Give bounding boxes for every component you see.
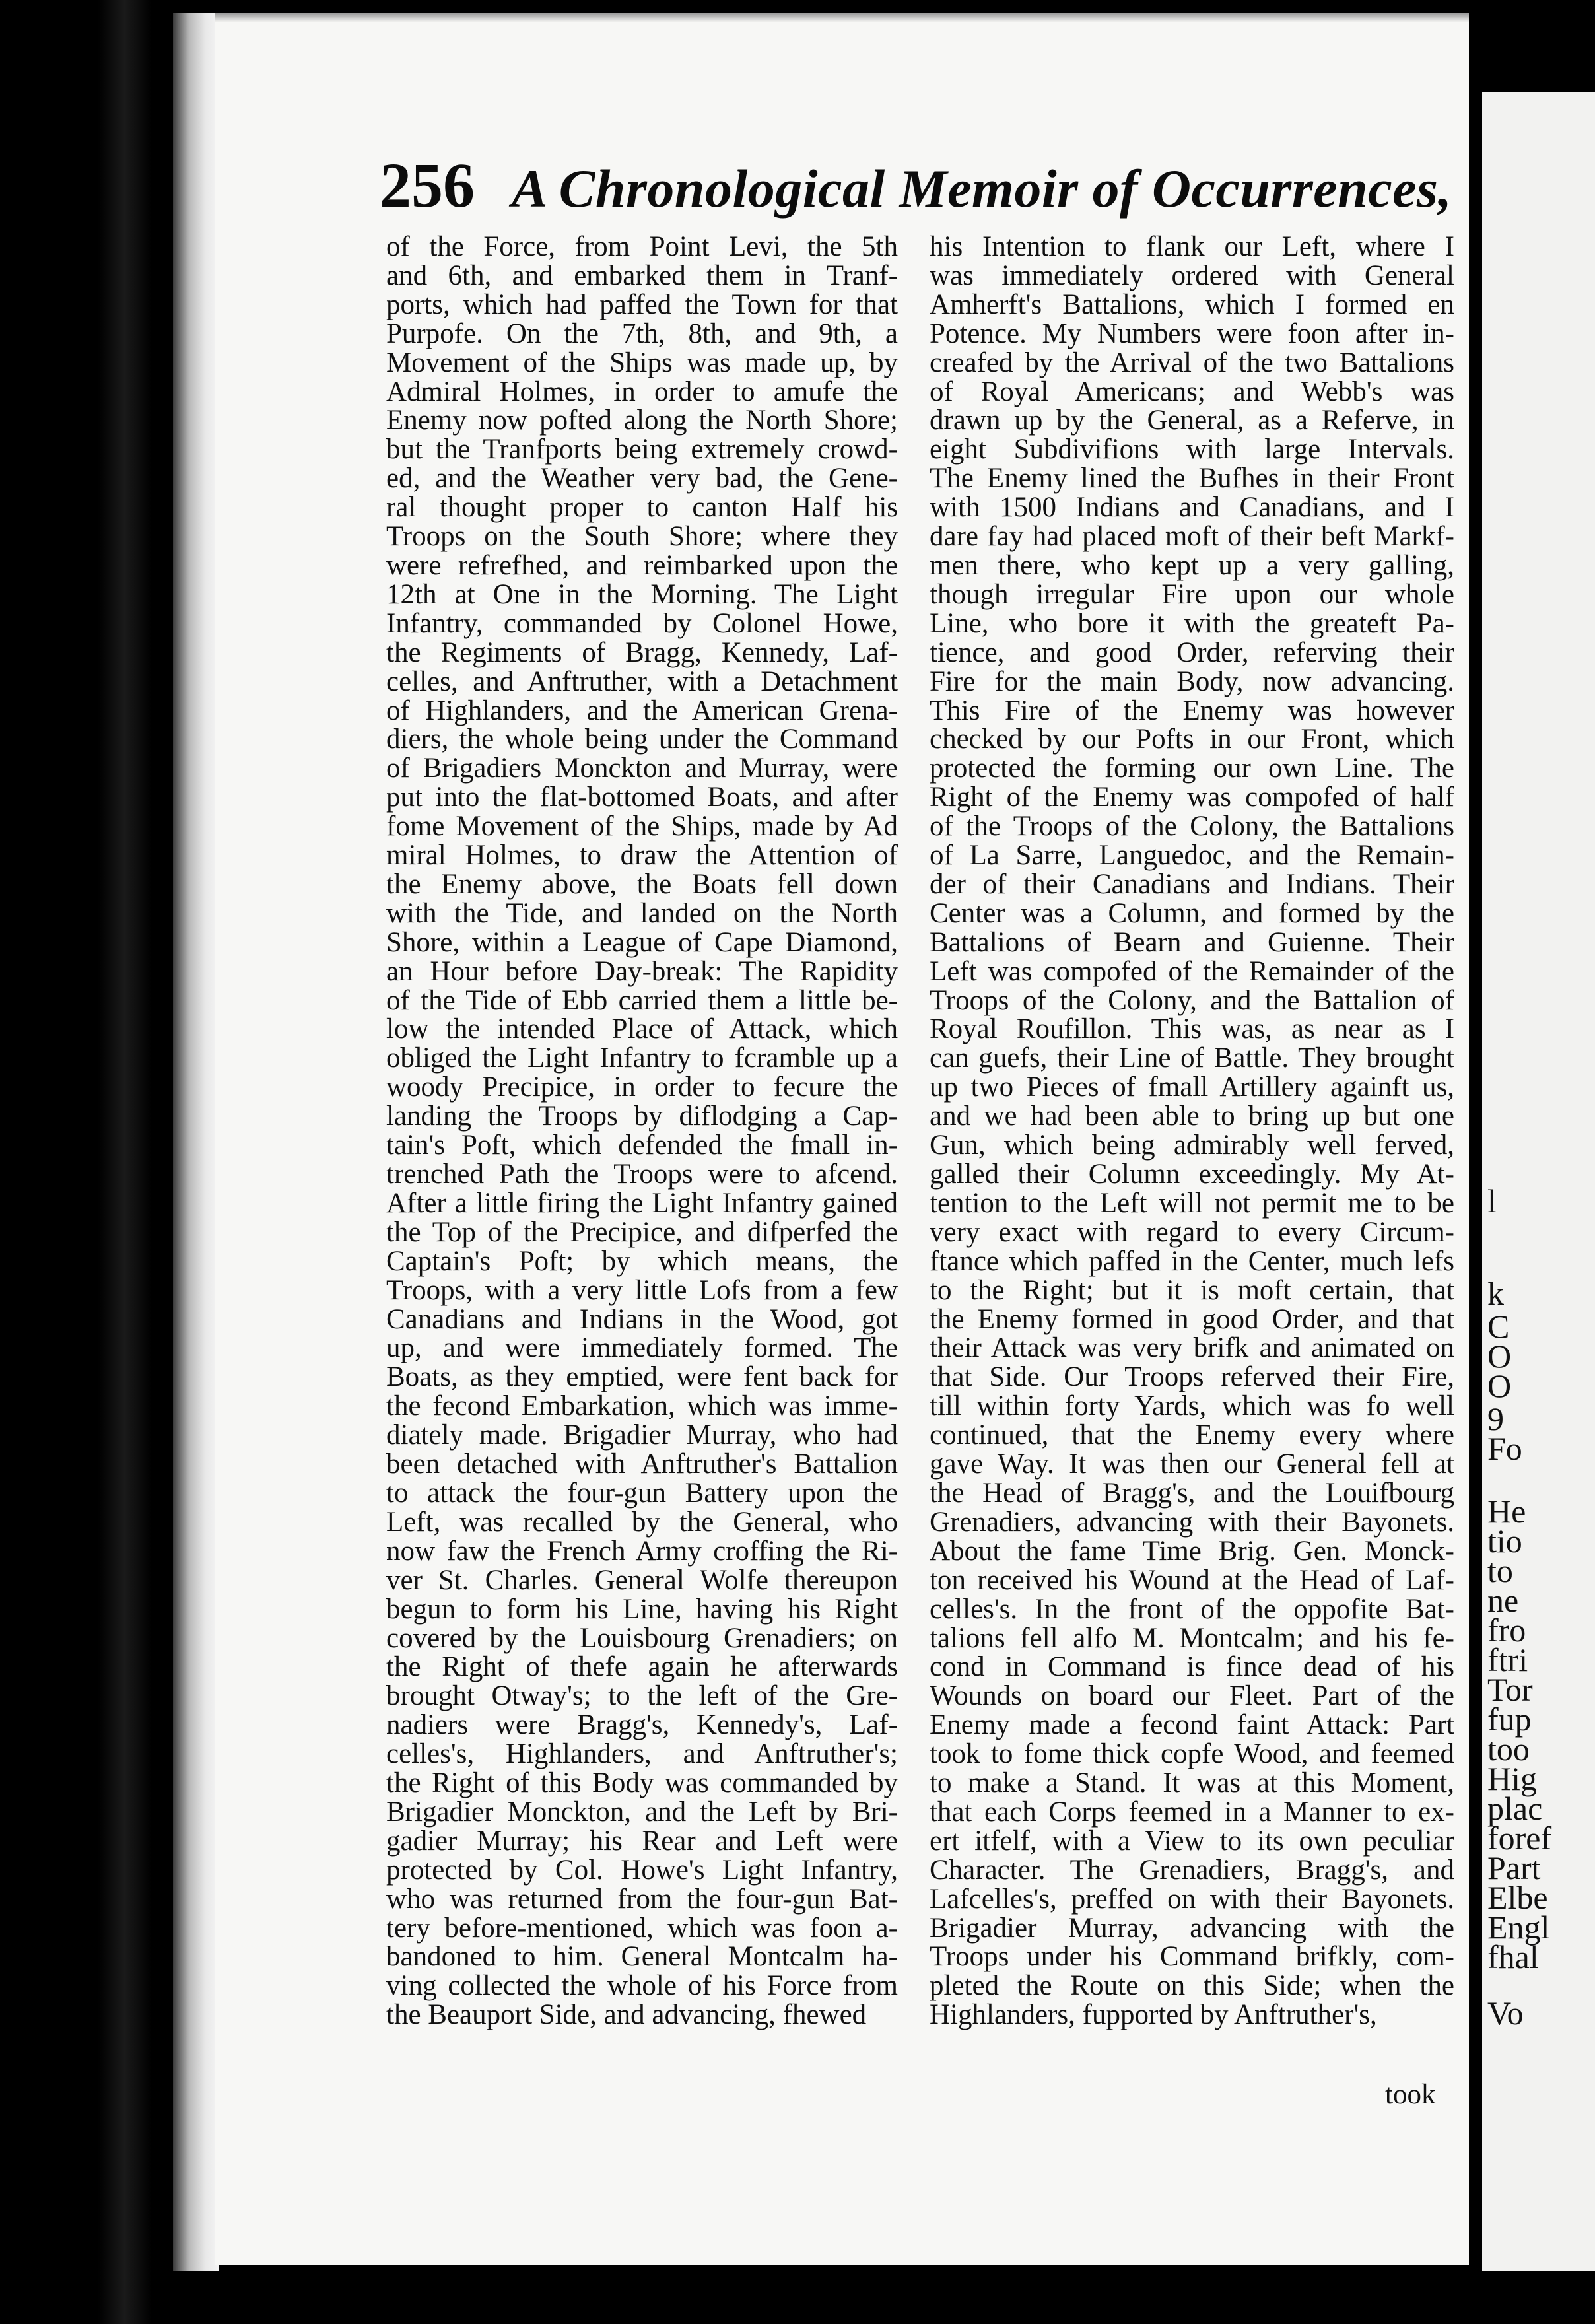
- text-line: continued, that the Enemy every where: [930, 1419, 1454, 1451]
- adjacent-fragment: Vo: [1487, 1995, 1524, 2032]
- text-line: with the Tide, and landed on the North: [386, 897, 898, 929]
- text-line: Potence. My Numbers were foon after in-: [930, 318, 1454, 349]
- text-line: ton received his Wound at the Head of Laf-: [930, 1564, 1454, 1596]
- running-title: A Chronological Memoir of Occurrences,: [512, 158, 1452, 219]
- text-line: gave Way. It was then our General fell at: [930, 1449, 1454, 1480]
- text-line: men there, who kept up a very galling,: [930, 549, 1454, 581]
- text-line: Troops, with a very little Lofs from a few: [386, 1274, 898, 1306]
- page-number: 256: [380, 150, 475, 221]
- text-line: Character. The Grenadiers, Bragg's, and: [930, 1854, 1454, 1886]
- text-line: can guefs, their Line of Battle. They brought: [930, 1042, 1454, 1074]
- adjacent-fragment: ne: [1487, 1582, 1519, 1619]
- adjacent-fragment: Hig: [1487, 1760, 1537, 1797]
- text-line: of Brigadiers Monckton and Murray, were: [386, 753, 898, 784]
- adjacent-fragment: Tor: [1487, 1671, 1533, 1708]
- text-line: to the Right; but it is moft certain, that: [930, 1274, 1454, 1306]
- text-line: gadier Murray; his Rear and Left were: [386, 1825, 898, 1857]
- text-line: the Enemy above, the Boats fell down: [386, 868, 898, 900]
- text-line: that each Corps feemed in a Manner to ex-: [930, 1796, 1454, 1828]
- text-line: ports, which had paffed the Town for that: [386, 289, 898, 320]
- text-line: protected by Col. Howe's Light Infantry,: [386, 1854, 898, 1886]
- text-line: Troops of the Colony, and the Battalion of: [930, 984, 1454, 1016]
- text-line: pleted the Route on this Side; when the: [930, 1970, 1454, 2002]
- text-line: celles, and Anftruther, with a Detachment: [386, 666, 898, 697]
- right-text-column: [930, 232, 1454, 2030]
- adjacent-fragment: fro: [1487, 1612, 1526, 1649]
- adjacent-fragment: He: [1487, 1493, 1526, 1530]
- text-line: the Top of the Precipice, and difperfed the: [386, 1216, 898, 1248]
- adjacent-fragment: l: [1487, 1182, 1497, 1219]
- adjacent-fragment: Part: [1487, 1849, 1541, 1886]
- text-line: drawn up by the General, as a Referve, in: [930, 405, 1454, 436]
- text-line: Shore, within a League of Cape Diamond,: [386, 926, 898, 958]
- text-line: celles's. In the front of the oppofite Bat-: [930, 1593, 1454, 1625]
- text-line: About the fame Time Brig. Gen. Monck-: [930, 1535, 1454, 1567]
- text-line: Movement of the Ships was made up, by: [386, 347, 898, 378]
- adjacent-fragment: Elbe: [1487, 1879, 1548, 1916]
- text-line: galled their Column exceedingly. My At-: [930, 1159, 1454, 1190]
- text-line: dare fay had placed moft of their beft Markf-: [930, 521, 1454, 553]
- text-line: diately made. Brigadier Murray, who had: [386, 1419, 898, 1451]
- adjacent-page: [1482, 92, 1595, 2271]
- left-text-column: [386, 232, 898, 2030]
- text-line: the Regiments of Bragg, Kennedy, Laf-: [386, 636, 898, 668]
- text-line: Fire for the main Body, now advancing.: [930, 666, 1454, 697]
- adjacent-fragment: to: [1487, 1552, 1513, 1589]
- text-line: an Hour before Day-break: The Rapidity: [386, 955, 898, 987]
- text-line: begun to form his Line, having his Right: [386, 1593, 898, 1625]
- text-line: woody Precipice, in order to fecure the: [386, 1072, 898, 1103]
- text-line: put into the flat-bottomed Boats, and after: [386, 782, 898, 813]
- adjacent-fragment: ftri: [1487, 1641, 1528, 1678]
- text-line: Canadians and Indians in the Wood, got: [386, 1303, 898, 1335]
- adjacent-fragment: O: [1487, 1338, 1512, 1375]
- text-line: ert itfelf, with a View to its own peculiar: [930, 1825, 1454, 1857]
- text-line: The Enemy lined the Bufhes in their Front: [930, 463, 1454, 495]
- text-line: Troops on the South Shore; where they: [386, 521, 898, 553]
- text-line: their Attack was very brifk and animated on: [930, 1332, 1454, 1364]
- text-line: with 1500 Indians and Canadians, and I: [930, 492, 1454, 524]
- adjacent-fragment: O: [1487, 1367, 1512, 1404]
- text-line: celles's, Highlanders, and Anftruther's;: [386, 1738, 898, 1770]
- adjacent-fragment: Engl: [1487, 1909, 1550, 1946]
- text-line: This Fire of the Enemy was however: [930, 695, 1454, 726]
- text-line: fome Movement of the Ships, made by Ad: [386, 811, 898, 842]
- text-line: the Enemy formed in good Order, and that: [930, 1303, 1454, 1335]
- text-line: and we had been able to bring up but one: [930, 1101, 1454, 1132]
- text-line: ver St. Charles. General Wolfe thereupon: [386, 1564, 898, 1596]
- text-line: landing the Troops by diflodging a Cap-: [386, 1101, 898, 1132]
- text-line: been detached with Anftruther's Battalion: [386, 1449, 898, 1480]
- text-line: Enemy now pofted along the North Shore;: [386, 405, 898, 436]
- text-line: now faw the French Army croffing the Ri-: [386, 1535, 898, 1567]
- text-line: talions fell alfo M. Montcalm; and his fe-: [930, 1622, 1454, 1654]
- text-line: Amherft's Battalions, which I formed en: [930, 289, 1454, 320]
- text-line: Gun, which being admirably well ferved,: [930, 1130, 1454, 1161]
- text-line: took to fome thick copfe Wood, and feemed: [930, 1738, 1454, 1770]
- text-line: tery before-mentioned, which was foon a-: [386, 1912, 898, 1944]
- text-line: Center was a Column, and formed by the: [930, 897, 1454, 929]
- catchword: took: [1385, 2079, 1436, 2110]
- adjacent-fragment: k: [1487, 1275, 1504, 1312]
- adjacent-fragment: C: [1487, 1308, 1510, 1345]
- text-line: der of their Canadians and Indians. Their: [930, 868, 1454, 900]
- text-line: protected the forming our own Line. The: [930, 753, 1454, 784]
- text-line: tience, and good Order, referving their: [930, 636, 1454, 668]
- text-line: though irregular Fire upon our whole: [930, 578, 1454, 610]
- text-line: miral Holmes, to draw the Attention of: [386, 840, 898, 872]
- text-line: ving collected the whole of his Force from: [386, 1970, 898, 2002]
- text-line: obliged the Light Infantry to fcramble up a: [386, 1042, 898, 1074]
- text-line: the Right of this Body was commanded by: [386, 1767, 898, 1799]
- adjacent-fragment: tio: [1487, 1522, 1522, 1559]
- text-line: brought Otway's; to the left of the Gre-: [386, 1680, 898, 1712]
- text-line: creafed by the Arrival of the two Battalions: [930, 347, 1454, 378]
- text-line: cond in Command is fince dead of his: [930, 1651, 1454, 1683]
- running-header: [380, 149, 1515, 221]
- text-line: Enemy made a fecond faint Attack: Part: [930, 1709, 1454, 1741]
- text-line: bandoned to him. General Montcalm ha-: [386, 1941, 898, 1973]
- text-line: Left, was recalled by the General, who: [386, 1506, 898, 1538]
- adjacent-fragment: too: [1487, 1730, 1530, 1767]
- text-line: Grenadiers, advancing with their Bayonets.: [930, 1506, 1454, 1538]
- text-line: Line, who bore it with the greateft Pa-: [930, 607, 1454, 639]
- text-line: covered by the Louisbourg Grenadiers; on: [386, 1622, 898, 1654]
- text-line: of the Tide of Ebb carried them a little be-: [386, 984, 898, 1016]
- text-line: tain's Poft, which defended the fmall in-: [386, 1130, 898, 1161]
- text-line: 12th at One in the Morning. The Light: [386, 578, 898, 610]
- text-line: but the Tranfports being extremely crowd-: [386, 434, 898, 465]
- text-line: trenched Path the Troops were to afcend.: [386, 1159, 898, 1190]
- text-line: the fecond Embarkation, which was imme-: [386, 1390, 898, 1422]
- text-line: were refrefhed, and reimbarked upon the: [386, 549, 898, 581]
- text-line: tention to the Left will not permit me to be: [930, 1187, 1454, 1219]
- text-line: low the intended Place of Attack, which: [386, 1013, 898, 1045]
- text-line: Boats, as they emptied, were fent back for: [386, 1361, 898, 1393]
- text-line: Wounds on board our Fleet. Part of the: [930, 1680, 1454, 1712]
- text-line: the Beauport Side, and advancing, fhewed: [386, 1999, 867, 2031]
- text-line: of Highlanders, and the American Grena-: [386, 695, 898, 726]
- text-line: of the Force, from Point Levi, the 5th: [386, 231, 898, 262]
- text-line: Right of the Enemy was compofed of half: [930, 782, 1454, 813]
- text-line: was immediately ordered with General: [930, 259, 1454, 291]
- adjacent-fragment: foref: [1487, 1820, 1552, 1857]
- text-line: Highlanders, fupported by Anftruther's,: [930, 1999, 1377, 2031]
- text-line: up, and were immediately formed. The: [386, 1332, 898, 1364]
- text-line: diers, the whole being under the Command: [386, 724, 898, 755]
- text-line: and 6th, and embarked them in Tranf-: [386, 259, 898, 291]
- text-line: ral thought proper to canton Half his: [386, 492, 898, 524]
- text-line: that Side. Our Troops referved their Fire,: [930, 1361, 1454, 1393]
- text-line: Royal Roufillon. This was, as near as I: [930, 1013, 1454, 1045]
- text-line: up two Pieces of fmall Artillery againft us,: [930, 1072, 1454, 1103]
- text-line: the Right of thefe again he afterwards: [386, 1651, 898, 1683]
- page-fore-edge: [173, 13, 219, 2271]
- text-line: Infantry, commanded by Colonel Howe,: [386, 607, 898, 639]
- text-line: who was returned from the four-gun Bat-: [386, 1883, 898, 1915]
- text-line: till within forty Yards, which was fo well: [930, 1390, 1454, 1422]
- text-line: Left was compofed of the Remainder of the: [930, 955, 1454, 987]
- text-line: to make a Stand. It was at this Moment,: [930, 1767, 1454, 1799]
- adjacent-fragment: plac: [1487, 1790, 1543, 1827]
- text-line: to attack the four-gun Battery upon the: [386, 1477, 898, 1509]
- text-line: checked by our Pofts in our Front, which: [930, 724, 1454, 755]
- adjacent-fragment: fup: [1487, 1701, 1532, 1738]
- adjacent-fragment: Fo: [1487, 1430, 1522, 1467]
- text-line: eight Subdivifions with large Intervals.: [930, 434, 1454, 465]
- book-binding: [0, 0, 178, 2324]
- text-line: Troops under his Command brifkly, com-: [930, 1941, 1454, 1973]
- text-line: ftance which paffed in the Center, much lefs: [930, 1245, 1454, 1277]
- text-line: After a little firing the Light Infantry gained: [386, 1187, 898, 1219]
- text-line: Brigadier Murray, advancing with the: [930, 1912, 1454, 1944]
- text-line: his Intention to flank our Left, where I: [930, 231, 1454, 262]
- text-line: Purpofe. On the 7th, 8th, and 9th, a: [386, 318, 898, 349]
- text-line: of La Sarre, Languedoc, and the Remain-: [930, 840, 1454, 872]
- page-top-shadow: [215, 13, 1469, 22]
- text-line: Admiral Holmes, in order to amufe the: [386, 376, 898, 407]
- text-line: Lafcelles's, preffed on with their Bayonets.: [930, 1883, 1454, 1915]
- text-line: the Head of Bragg's, and the Louifbourg: [930, 1477, 1454, 1509]
- adjacent-fragment: fhal: [1487, 1938, 1539, 1975]
- text-line: nadiers were Bragg's, Kennedy's, Laf-: [386, 1709, 898, 1741]
- text-line: Captain's Poft; by which means, the: [386, 1245, 898, 1277]
- text-line: ed, and the Weather very bad, the Gene-: [386, 463, 898, 495]
- adjacent-fragment: 9: [1487, 1400, 1504, 1437]
- text-line: of Royal Americans; and Webb's was: [930, 376, 1454, 407]
- text-line: Battalions of Bearn and Guienne. Their: [930, 926, 1454, 958]
- text-line: very exact with regard to every Circum-: [930, 1216, 1454, 1248]
- text-line: of the Troops of the Colony, the Battalions: [930, 811, 1454, 842]
- text-line: Brigadier Monckton, and the Left by Bri-: [386, 1796, 898, 1828]
